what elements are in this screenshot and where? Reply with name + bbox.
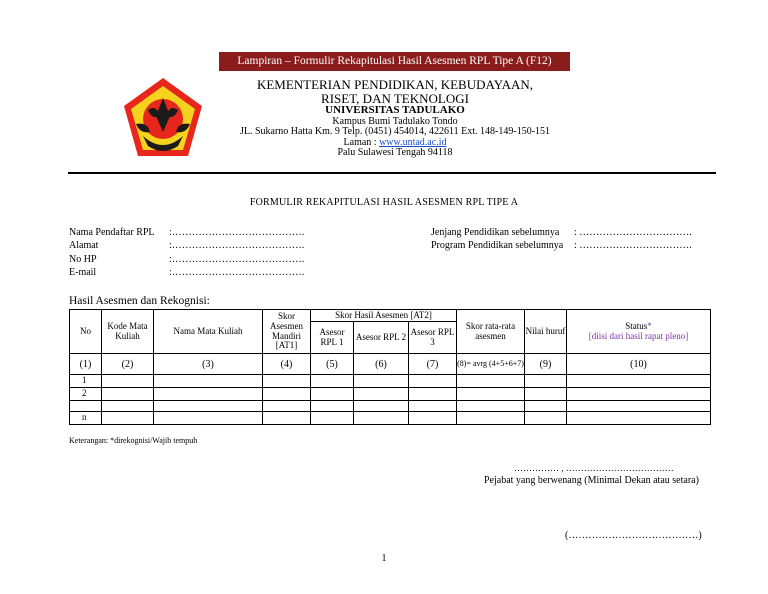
- table-row: [70, 375, 711, 388]
- section-title: Hasil Asesmen dan Rekognisi:: [69, 295, 210, 307]
- header-nama: Nama Mata Kuliah: [154, 310, 263, 354]
- table-row: [70, 412, 711, 425]
- table-cell[interactable]: [457, 412, 525, 425]
- table-cell[interactable]: [567, 412, 711, 425]
- table-cell[interactable]: [154, 388, 263, 401]
- table-cell[interactable]: [154, 401, 263, 412]
- attachment-banner: Lampiran – Formulir Rekapitulasi Hasil Asesmen RPL Tipe A (F12): [219, 52, 570, 71]
- footnote: Keterangan: *direkognisi/Wajib tempuh: [69, 436, 198, 445]
- letterhead: [215, 78, 575, 159]
- table-cell[interactable]: [311, 412, 354, 425]
- header-divider: [68, 172, 716, 174]
- table-cell[interactable]: [154, 375, 263, 388]
- index-cell: (5): [311, 354, 354, 375]
- address: JL. Sukarno Hatta Km. 9 Telp. (0451) 454014, 422611 Ext. 148-149-150-151: [239, 126, 551, 138]
- index-cell: (3): [154, 354, 263, 375]
- header-status: [567, 310, 711, 354]
- table-cell[interactable]: [457, 401, 525, 412]
- field-label-email: E-mail: [69, 267, 97, 278]
- table-cell[interactable]: [102, 412, 154, 425]
- table-cell[interactable]: [311, 401, 354, 412]
- index-cell: (1): [70, 354, 102, 375]
- table-cell[interactable]: [409, 412, 457, 425]
- campus-name: Kampus Bumi Tadulako Tondo: [332, 115, 458, 127]
- table-cell[interactable]: [354, 412, 409, 425]
- table-cell[interactable]: [525, 401, 567, 412]
- assessment-table: [69, 309, 711, 425]
- official-title: Pejabat yang berwenang (Minimal Dekan atau setara): [484, 475, 699, 486]
- row-number: [70, 401, 102, 412]
- table-cell[interactable]: [457, 375, 525, 388]
- status-note: [diisi dari hasil rapat pleno]: [588, 330, 689, 341]
- row-number: n: [70, 412, 102, 425]
- table-cell[interactable]: [311, 375, 354, 388]
- field-label-alamat: Alamat: [69, 240, 99, 251]
- row-number: 1: [70, 375, 102, 388]
- table-row: [70, 401, 711, 412]
- table-cell[interactable]: [354, 388, 409, 401]
- table-cell[interactable]: [525, 412, 567, 425]
- header-no: No: [70, 310, 102, 354]
- table-cell[interactable]: [525, 388, 567, 401]
- table-cell[interactable]: [102, 375, 154, 388]
- field-label-program: Program Pendidikan sebelumnya: [431, 240, 564, 251]
- table-cell[interactable]: [409, 388, 457, 401]
- university-name: UNIVERSITAS TADULAKO: [325, 104, 465, 117]
- index-cell: (9): [525, 354, 567, 375]
- row-number: 2: [70, 388, 102, 401]
- table-cell[interactable]: [567, 375, 711, 388]
- table-cell[interactable]: [457, 388, 525, 401]
- index-cell: (2): [102, 354, 154, 375]
- header-asesor-3: Asesor RPL 3: [409, 322, 457, 354]
- header-kode: Kode Mata Kuliah: [102, 310, 154, 354]
- status-label: Status: [625, 320, 648, 331]
- table-cell[interactable]: [102, 388, 154, 401]
- table-cell[interactable]: [525, 375, 567, 388]
- table-cell[interactable]: [263, 388, 311, 401]
- field-label-jenjang: Jenjang Pendidikan sebelumnya: [431, 227, 560, 238]
- field-value-nama[interactable]: :………………………………….: [169, 227, 305, 238]
- form-title: FORMULIR REKAPITULASI HASIL ASESMEN RPL TIPE A: [249, 197, 519, 208]
- page-number: 1: [381, 553, 387, 564]
- field-value-alamat[interactable]: :………………………………….: [169, 240, 305, 251]
- header-nilai: Nilai huruf: [525, 310, 567, 354]
- table-cell[interactable]: [354, 401, 409, 412]
- header-rata: Skor rata-rata asesmen: [457, 310, 525, 354]
- index-cell: (7): [409, 354, 457, 375]
- city-line: Palu Sulawesi Tengah 94118: [337, 147, 453, 159]
- place-date-line[interactable]: …………… , ………………………………: [514, 463, 674, 473]
- table-cell[interactable]: [354, 375, 409, 388]
- ministry-line-1: KEMENTERIAN PENDIDIKAN, KEBUDAYAAN,: [256, 77, 534, 92]
- signature-name-line[interactable]: (…………………………………): [565, 530, 702, 541]
- status-star: *: [647, 320, 652, 331]
- field-label-hp: No HP: [69, 254, 97, 265]
- table-cell[interactable]: [263, 412, 311, 425]
- field-value-jenjang[interactable]: : …………………………….: [574, 227, 692, 238]
- table-row: [70, 388, 711, 401]
- index-cell: (6): [354, 354, 409, 375]
- table-cell[interactable]: [409, 375, 457, 388]
- field-value-email[interactable]: :………………………………….: [169, 267, 305, 278]
- header-skor-mandiri: Skor Asesmen Mandiri [AT1]: [263, 310, 311, 354]
- table-cell[interactable]: [567, 388, 711, 401]
- table-cell[interactable]: [409, 401, 457, 412]
- header-asesor-1: Asesor RPL 1: [311, 322, 354, 354]
- header-skor-hasil: Skor Hasil Asesmen [AT2]: [311, 310, 457, 322]
- table-cell[interactable]: [311, 388, 354, 401]
- header-asesor-2: Asesor RPL 2: [354, 322, 409, 354]
- table-cell[interactable]: [263, 401, 311, 412]
- index-cell: (10): [567, 354, 711, 375]
- table-cell[interactable]: [154, 412, 263, 425]
- website-label: Laman :: [343, 136, 380, 148]
- index-cell: (4): [263, 354, 311, 375]
- table-cell[interactable]: [567, 401, 711, 412]
- table-cell[interactable]: [102, 401, 154, 412]
- table-cell[interactable]: [263, 375, 311, 388]
- field-value-hp[interactable]: :………………………………….: [169, 254, 305, 265]
- ministry-line-2: RISET, DAN TEKNOLOGI: [321, 90, 469, 106]
- website-link[interactable]: www.untad.ac.id: [379, 136, 447, 148]
- index-cell: (8)= avrg (4+5+6+7): [457, 354, 525, 375]
- field-label-nama: Nama Pendaftar RPL: [69, 227, 155, 238]
- university-logo-icon: [118, 76, 208, 166]
- field-value-program[interactable]: : …………………………….: [574, 240, 692, 251]
